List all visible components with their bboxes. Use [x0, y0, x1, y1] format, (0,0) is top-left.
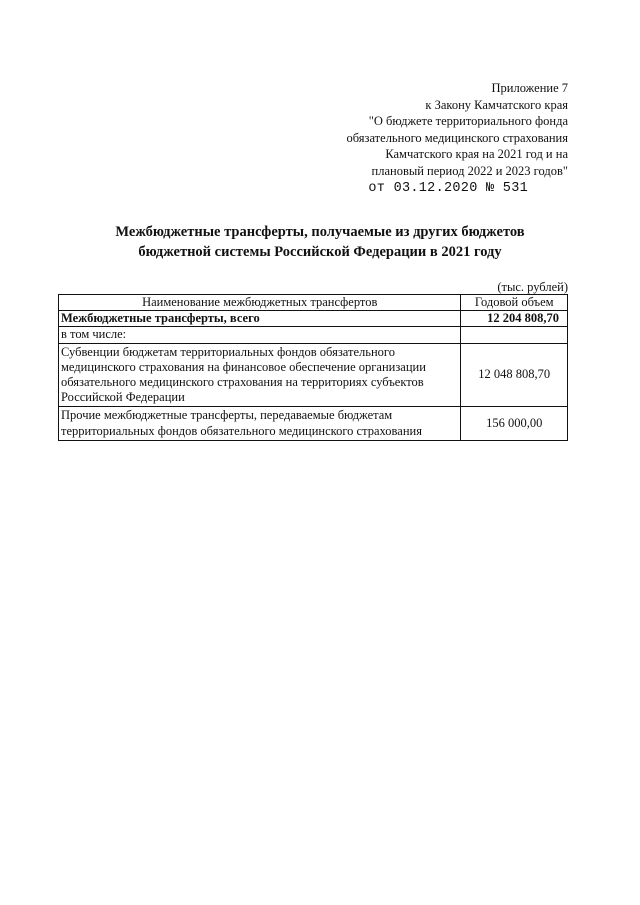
table-row-including	[59, 327, 568, 343]
column-header-name: Наименование межбюджетных трансфертов	[59, 295, 461, 311]
including-label-cell: в том числе:	[59, 327, 461, 343]
adoption-date-stamp: от 03.12.2020 № 531	[368, 180, 528, 196]
transfers-table	[58, 294, 568, 441]
appendix-number: Приложение 7	[491, 81, 568, 95]
document-title-line: бюджетной системы Российской Федерации в 2021 году	[138, 244, 502, 260]
appendix-law-title-line: Камчатского края на 2021 год и на	[385, 147, 568, 162]
row-name-line: Субвенции бюджетам территориальных фондов обязательного	[61, 344, 395, 359]
column-header-value: Годовой объем	[461, 295, 568, 311]
appendix-law-title-line: обязательного медицинского страхования	[346, 130, 568, 145]
row-value-cell: 156 000,00	[461, 407, 568, 440]
total-value-cell: 12 204 808,70	[461, 311, 568, 327]
table-row-total	[59, 311, 568, 327]
table-header-row	[59, 295, 568, 311]
row-name-line: Российской Федерации	[61, 390, 185, 405]
row-name-line: территориальных фондов обязательного медицинского страхования	[61, 423, 422, 438]
row-name-line: Прочие межбюджетные трансферты, передаваемые бюджетам	[61, 408, 393, 423]
total-name-cell: Межбюджетные трансферты, всего	[59, 311, 461, 327]
row-name-line: медицинского страхования на финансовое обеспечение организации	[61, 359, 426, 374]
appendix-law-title-line: плановый период 2022 и 2023 годов"	[371, 163, 568, 178]
document-title-line: Межбюджетные трансферты, получаемые из других бюджетов	[115, 224, 525, 240]
table-row	[59, 343, 568, 407]
row-name-line: обязательного медицинского страхования на территориях субъектов	[61, 375, 424, 390]
row-name-cell	[59, 407, 461, 440]
appendix-law-title-line: "О бюджете территориального фонда	[368, 114, 568, 129]
table-row	[59, 407, 568, 440]
units-label: (тыс. рублей)	[497, 280, 568, 294]
empty-value-cell	[461, 327, 568, 343]
appendix-header	[346, 80, 568, 198]
document-title	[60, 222, 580, 262]
row-value-cell: 12 048 808,70	[461, 343, 568, 407]
row-name-cell	[59, 343, 461, 407]
appendix-law-reference: к Закону Камчатского края	[425, 97, 568, 112]
